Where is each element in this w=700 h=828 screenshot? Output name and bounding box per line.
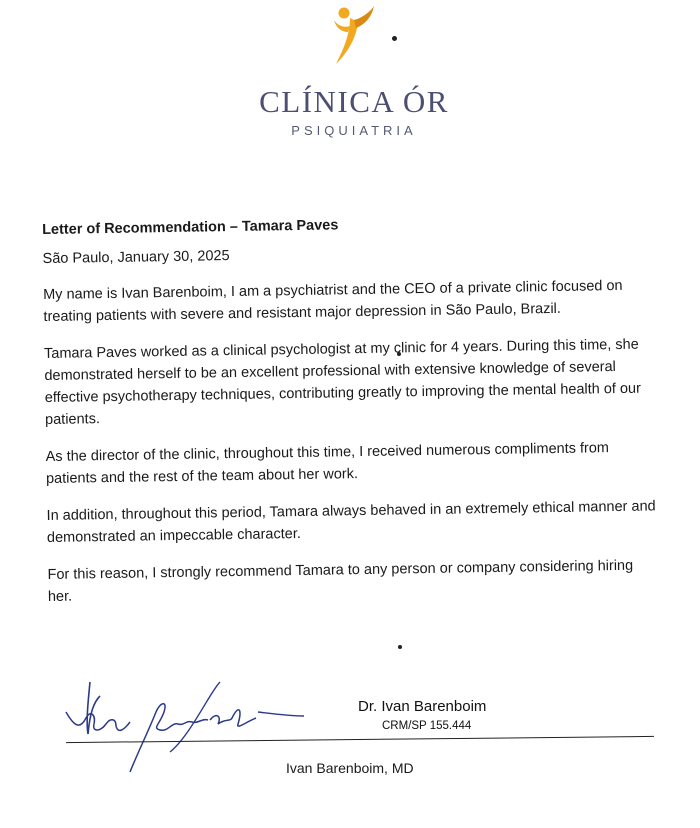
letter-paragraph: My name is Ivan Barenboim, I am a psychiatrist and the CEO of a private clinic focused on treating patients with severe and resistant major depression in São Paulo, Brazil. (43, 277, 623, 325)
letter-body (42, 212, 658, 623)
letter-paragraph: In addition, throughout this period, Tamara always behaved in an extremely ethical manner and demonstrated an impeccable character. (46, 498, 656, 546)
stamp-registration: CRM/SP 155.444 (382, 720, 472, 732)
letter-date: São Paulo, January 30, 2025 (42, 248, 230, 267)
stamp-doctor-name: Dr. Ivan Barenboim (358, 698, 487, 715)
letter-paragraph: Tamara Paves worked as a clinical psychologist at my clinic for 4 years. During this time, she demonstrated herself to be an excellent professional with extensive knowledge of several effective psychotherapy techniques, contributing greatly to improving the mental health of our patients. (43, 336, 642, 428)
letter-paragraph: For this reason, I strongly recommend Tamara to any person or company considering hiring her. (47, 557, 634, 605)
letter-subject: Letter of Recommendation – Tamara Paves (42, 217, 339, 238)
clinic-logo-icon (326, 4, 380, 70)
handwritten-signature-icon (60, 672, 320, 782)
printed-signer-name: Ivan Barenboim, MD (286, 760, 414, 776)
clinic-name: CLÍNICA ÓR (259, 84, 449, 119)
letter-paragraph: As the director of the clinic, throughout this time, I received numerous compliments from patients and the rest of the team about her work. (45, 440, 610, 487)
signature-block (60, 672, 660, 792)
clinic-subtitle: PSIQUIATRIA (291, 123, 417, 138)
scan-speck (392, 36, 397, 41)
scan-speck (398, 645, 402, 649)
